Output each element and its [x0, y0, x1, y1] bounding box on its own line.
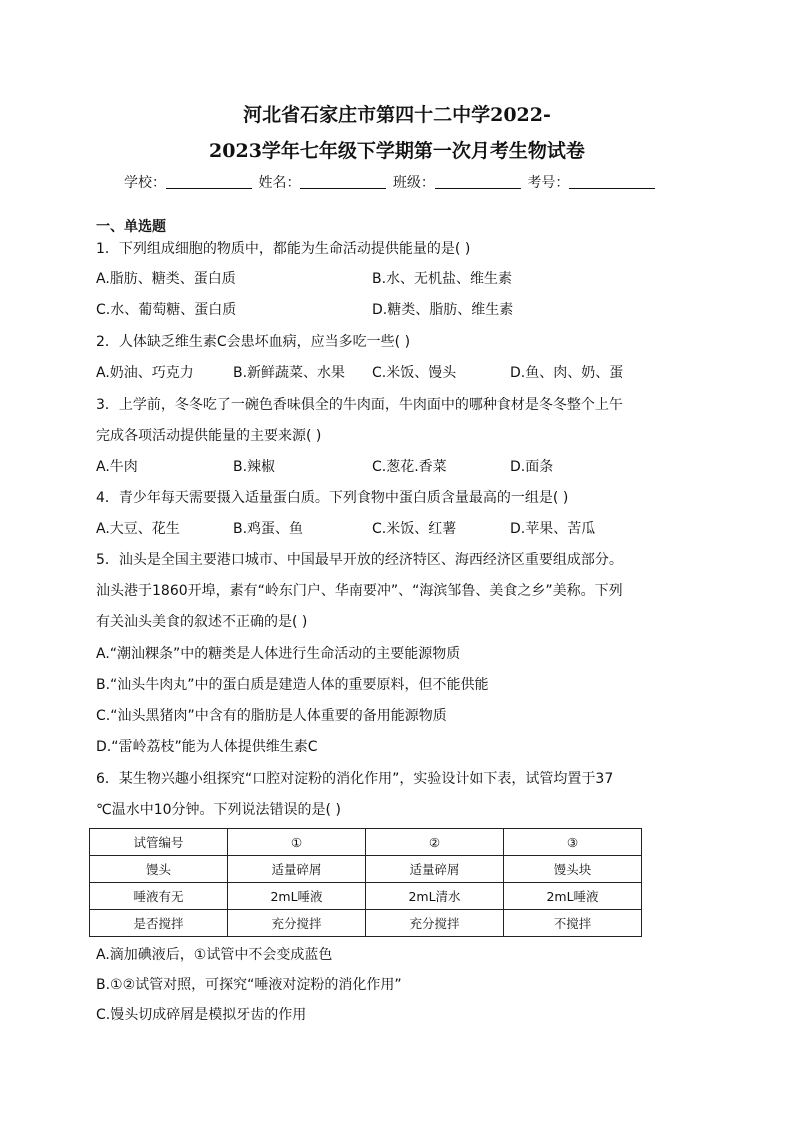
q6-stem-line-2: ℃温水中10分钟。下列说法错误的是( ) — [96, 802, 341, 818]
table-row — [90, 910, 642, 937]
table-row — [90, 883, 642, 910]
q5-option-d: D.“雷岭荔枝”能为人体提供维生素C — [96, 739, 318, 755]
student-info-fields — [124, 172, 657, 192]
table-cell: 馒头块 — [504, 856, 642, 883]
q2-option-a: A.奶油、巧克力 — [96, 365, 194, 381]
table-cell: ② — [366, 829, 504, 856]
name-label: 姓名： — [258, 175, 301, 191]
exam-number-blank[interactable] — [569, 174, 655, 189]
table-cell: 不搅拌 — [504, 910, 642, 937]
q3-option-a: A.牛肉 — [96, 459, 138, 475]
table-cell: ① — [228, 829, 366, 856]
q2-option-c: C.米饭、馒头 — [372, 365, 457, 381]
q6-option-c: C.馒头切成碎屑是模拟牙齿的作用 — [96, 1007, 307, 1023]
q3-stem-line-2: 完成各项活动提供能量的主要来源( ) — [96, 428, 322, 444]
section-heading: 一、单选题 — [96, 219, 166, 235]
name-blank[interactable] — [300, 174, 386, 189]
q1-stem: 1．下列组成细胞的物质中，都能为生命活动提供能量的是( ) — [96, 241, 471, 257]
q1-option-b: B.水、无机盐、维生素 — [372, 271, 513, 287]
exam-number-label: 考号： — [527, 175, 570, 191]
table-cell: 2mL清水 — [366, 883, 504, 910]
q3-option-c: C.葱花.香菜 — [372, 459, 447, 475]
q5-option-c: C.“汕头黑猪肉”中含有的脂肪是人体重要的备用能源物质 — [96, 708, 447, 724]
table-row — [90, 829, 642, 856]
q2-option-d: D.鱼、肉、奶、蛋 — [510, 365, 624, 381]
table-cell: 试管编号 — [90, 829, 228, 856]
table-row — [90, 856, 642, 883]
q3-option-d: D.面条 — [510, 459, 554, 475]
school-label: 学校： — [124, 175, 166, 191]
table-cell: ③ — [504, 829, 642, 856]
class-blank[interactable] — [435, 174, 521, 189]
table-cell: 是否搅拌 — [90, 910, 228, 937]
table-cell: 适量碎屑 — [366, 856, 504, 883]
title-line-2: 2023学年七年级下学期第一次月考生物试卷 — [209, 140, 585, 162]
q1-option-d: D.糖类、脂肪、维生素 — [372, 302, 514, 318]
q5-stem-line-2: 汕头港于1860开埠，素有“岭东门户、华南要冲”、“海滨邹鲁、美食之乡”美称。下列 — [96, 583, 623, 599]
q4-stem: 4．青少年每天需要摄入适量蛋白质。下列食物中蛋白质含量最高的一组是( ) — [96, 490, 569, 506]
q5-stem-line-3: 有关汕头美食的叙述不正确的是( ) — [96, 614, 308, 630]
table-cell: 2mL唾液 — [228, 883, 366, 910]
q1-option-a: A.脂肪、糖类、蛋白质 — [96, 271, 236, 287]
table-cell: 适量碎屑 — [228, 856, 366, 883]
table-cell: 馒头 — [90, 856, 228, 883]
experiment-table — [89, 828, 642, 937]
q2-stem: 2．人体缺乏维生素C会患坏血病，应当多吃一些( ) — [96, 334, 411, 350]
table-cell: 充分搅拌 — [366, 910, 504, 937]
q5-option-a: A.“潮汕粿条”中的糖类是人体进行生命活动的主要能源物质 — [96, 646, 461, 662]
q5-option-b: B.“汕头牛肉丸”中的蛋白质是建造人体的重要原料，但不能供能 — [96, 677, 489, 693]
q1-option-c: C.水、葡萄糖、蛋白质 — [96, 302, 237, 318]
q6-option-a: A.滴加碘液后，①试管中不会变成蓝色 — [96, 947, 333, 963]
q4-option-a: A.大豆、花生 — [96, 521, 180, 537]
q5-stem-line-1: 5．汕头是全国主要港口城市、中国最早开放的经济特区、海西经济区重要组成部分。 — [96, 552, 623, 568]
table-cell: 唾液有无 — [90, 883, 228, 910]
q6-stem-line-1: 6．某生物兴趣小组探究“口腔对淀粉的消化作用”，实验设计如下表，试管均置于37 — [96, 771, 614, 787]
q2-option-b: B.新鲜蔬菜、水果 — [233, 365, 346, 381]
table-cell: 2mL唾液 — [504, 883, 642, 910]
class-label: 班级： — [392, 175, 435, 191]
q6-option-b: B.①②试管对照，可探究“唾液对淀粉的消化作用” — [96, 977, 402, 993]
q4-option-c: C.米饭、红薯 — [372, 521, 457, 537]
q4-option-d: D.苹果、苦瓜 — [510, 521, 596, 537]
q3-stem-line-1: 3．上学前，冬冬吃了一碗色香味俱全的牛肉面，牛肉面中的哪种食材是冬冬整个上午 — [96, 397, 623, 413]
school-blank[interactable] — [166, 174, 252, 189]
q4-option-b: B.鸡蛋、鱼 — [233, 521, 304, 537]
table-cell: 充分搅拌 — [228, 910, 366, 937]
title-line-1: 河北省石家庄市第四十二中学2022- — [243, 104, 551, 126]
q3-option-b: B.辣椒 — [233, 459, 276, 475]
